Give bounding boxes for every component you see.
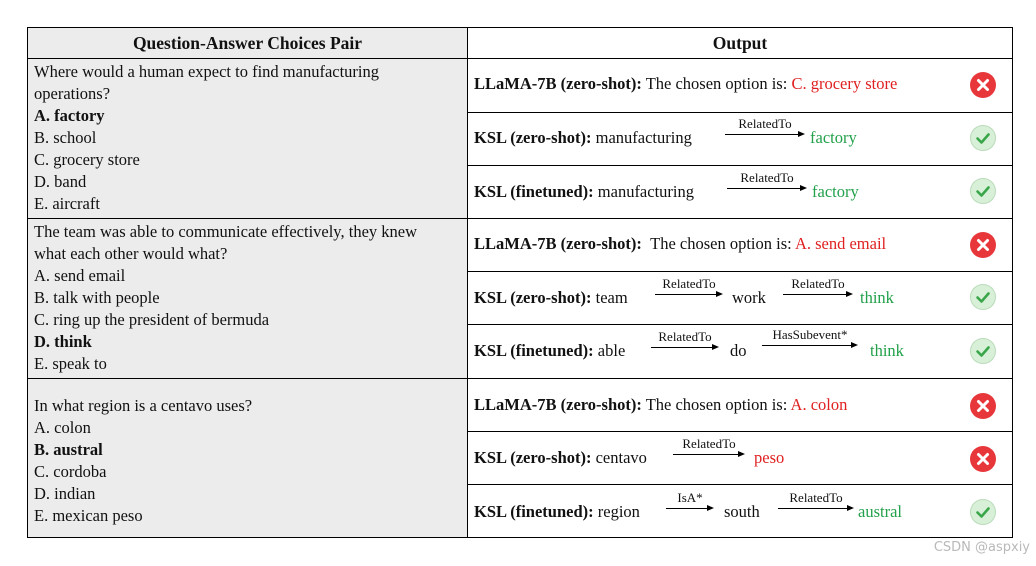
relation-label: IsA*: [677, 490, 703, 505]
choice: C. grocery store: [34, 150, 140, 169]
wrong-answer: C. grocery store: [791, 74, 898, 93]
question-text-line: Where would a human expect to find manufacturing: [34, 62, 380, 81]
choice: A. send email: [34, 266, 126, 285]
question-text-line: In what region is a centavo uses?: [34, 396, 253, 415]
question-cell-1: [28, 59, 468, 219]
header-left-cell: [28, 28, 468, 59]
wrong-answer: A. colon: [790, 395, 848, 414]
relation-label: RelatedTo: [662, 276, 716, 291]
path-end: think: [870, 341, 904, 360]
output-text: [474, 182, 694, 202]
path-start: region: [597, 502, 640, 521]
choice-correct: D. think: [34, 332, 92, 351]
choice: B. talk with people: [34, 288, 160, 307]
output-row-1: [468, 59, 1012, 112]
wrong-answer: A. send email: [794, 234, 887, 253]
output-row-9: [468, 485, 1012, 537]
output-text: [474, 395, 847, 415]
output-row-4: [468, 219, 1012, 271]
model-label: LLaMA-7B (zero-shot):: [474, 395, 642, 414]
model-label: KSL (finetuned):: [474, 502, 594, 521]
relation-arrow: [673, 436, 745, 460]
check-icon: [970, 125, 996, 151]
wrong-icon: [970, 393, 996, 419]
output-prefix: The chosen option is:: [645, 74, 788, 93]
relation-arrow: [778, 490, 854, 514]
relation-label: RelatedTo: [682, 436, 736, 451]
results-table: [27, 27, 1013, 538]
header-left-label: Question-Answer Choices Pair: [132, 33, 363, 53]
choice: B. school: [34, 128, 97, 147]
choice: E. speak to: [34, 354, 107, 373]
path-end: austral: [858, 502, 902, 521]
model-label: LLaMA-7B (zero-shot):: [474, 74, 642, 93]
path-mid: work: [732, 288, 766, 307]
relation-label: RelatedTo: [740, 170, 794, 185]
path-end: factory: [810, 128, 857, 147]
model-label: KSL (zero-shot):: [474, 448, 592, 467]
output-row-3: [468, 166, 1012, 218]
model-label: KSL (finetuned):: [474, 341, 594, 360]
relation-label: HasSubevent*: [772, 327, 848, 342]
path-end: think: [860, 288, 894, 307]
path-start: manufacturing: [597, 182, 694, 201]
choice: C. cordoba: [34, 462, 107, 481]
relation-arrow: [655, 276, 723, 300]
choice: D. band: [34, 172, 87, 191]
check-icon: [970, 499, 996, 525]
path-mid: south: [724, 502, 760, 521]
model-label: KSL (zero-shot):: [474, 288, 592, 307]
relation-label: RelatedTo: [738, 116, 792, 131]
path-start: centavo: [595, 448, 647, 467]
output-text: [474, 502, 640, 522]
output-text: [474, 288, 628, 308]
relation-arrow: [783, 276, 853, 300]
relation-arrow: [651, 329, 719, 353]
relation-arrow: [762, 327, 858, 351]
choice: E. mexican peso: [34, 506, 143, 525]
check-icon: [970, 338, 996, 364]
choice: E. aircraft: [34, 194, 100, 213]
output-text: [474, 128, 692, 148]
relation-label: RelatedTo: [791, 276, 845, 291]
watermark: CSDN @aspxiy: [933, 540, 1030, 555]
check-icon: [970, 178, 996, 204]
output-text: [474, 448, 647, 468]
path-start: team: [595, 288, 628, 307]
output-row-2: [468, 113, 1012, 165]
model-label: KSL (zero-shot):: [474, 128, 592, 147]
choice: C. ring up the president of bermuda: [34, 310, 270, 329]
choice: A. colon: [34, 418, 91, 437]
question-text-line: The team was able to communicate effectively, they knew: [34, 222, 418, 241]
output-row-7: [468, 379, 1012, 431]
output-prefix: The chosen option is:: [645, 395, 788, 414]
header-right-cell: [468, 28, 1012, 59]
model-label: KSL (finetuned):: [474, 182, 594, 201]
output-text: [474, 341, 625, 361]
path-end: peso: [754, 448, 785, 467]
choice-correct: A. factory: [34, 106, 105, 125]
relation-arrow: [727, 170, 807, 194]
choice: D. indian: [34, 484, 96, 503]
relation-label: RelatedTo: [789, 490, 843, 505]
wrong-icon: [970, 446, 996, 472]
wrong-icon: [970, 232, 996, 258]
question-text-line: operations?: [34, 84, 111, 103]
header-right-label: Output: [712, 33, 768, 53]
question-cell-3: [28, 379, 468, 537]
output-row-5: [468, 272, 1012, 324]
path-end: factory: [812, 182, 859, 201]
question-text-line: what each other would what?: [34, 244, 228, 263]
output-text: [474, 234, 886, 254]
output-row-6: [468, 325, 1012, 378]
output-prefix: The chosen option is:: [650, 234, 792, 253]
wrong-icon: [970, 72, 996, 98]
path-start: manufacturing: [595, 128, 692, 147]
path-mid: do: [730, 341, 747, 360]
check-icon: [970, 284, 996, 310]
output-row-8: [468, 432, 1012, 484]
path-start: able: [597, 341, 626, 360]
model-label: LLaMA-7B (zero-shot):: [474, 234, 642, 253]
relation-arrow: [725, 116, 805, 140]
choice-correct: B. austral: [34, 440, 103, 459]
question-cell-2: [28, 219, 468, 379]
relation-label: RelatedTo: [658, 329, 712, 344]
relation-arrow: [666, 490, 714, 514]
output-text: [474, 74, 897, 94]
